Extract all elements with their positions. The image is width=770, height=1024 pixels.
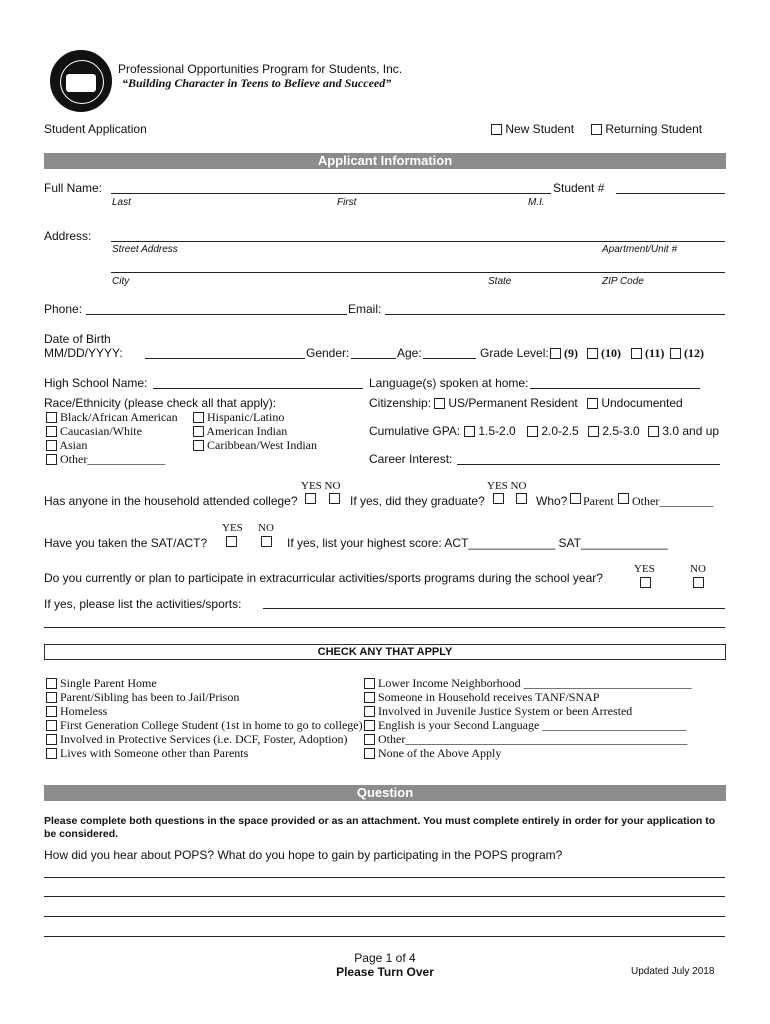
circumstance-checkbox[interactable]: [46, 748, 57, 759]
gpa-label-option: 1.5-2.0: [478, 424, 516, 438]
sat-question: Have you taken the SAT/ACT?: [44, 536, 208, 550]
race-option[interactable]: [46, 452, 165, 467]
sat-no-header: NO: [258, 522, 274, 534]
grade-12-label: (12): [684, 346, 704, 360]
circumstance-label: Homeless: [60, 704, 108, 718]
last-name-caption: Last: [112, 197, 131, 208]
grade-option-12[interactable]: [670, 346, 704, 361]
gpa-checkbox[interactable]: [527, 426, 538, 437]
email-label: Email:: [348, 302, 382, 316]
street-address-caption: Street Address: [112, 244, 178, 255]
circumstance-option[interactable]: [364, 676, 692, 691]
circumstance-label: Lower Income Neighborhood ____________________________: [378, 676, 692, 690]
gpa-label-option: 2.0-2.5: [541, 424, 579, 438]
dob-field[interactable]: [145, 358, 305, 359]
grade-option-10[interactable]: [587, 346, 621, 361]
activities-question: If yes, please list the activities/sports:: [44, 597, 242, 611]
email-field[interactable]: [385, 314, 725, 315]
check-any-heading: CHECK ANY THAT APPLY: [44, 644, 726, 660]
circumstance-option[interactable]: [46, 704, 107, 719]
who-parent-label: Parent: [583, 494, 614, 508]
gpa-label-option: 3.0 and up: [662, 424, 720, 438]
answer-line[interactable]: [44, 877, 725, 878]
sat-yes-checkbox[interactable]: [226, 536, 237, 547]
full-name-field[interactable]: [111, 193, 551, 194]
pops-seal-logo: [50, 50, 112, 112]
extracurricular-question: Do you currently or plan to participate in extracurricular activities/sports programs during the school year?: [44, 571, 603, 585]
street-address-field[interactable]: [111, 241, 725, 242]
citizenship-us-label: US/Permanent Resident: [448, 396, 578, 410]
circumstance-checkbox[interactable]: [364, 734, 375, 745]
grade-option-11[interactable]: [631, 346, 664, 361]
career-interest-label: Career Interest:: [369, 452, 453, 466]
circumstance-checkbox[interactable]: [364, 748, 375, 759]
state-caption: State: [488, 276, 512, 287]
circumstance-checkbox[interactable]: [364, 720, 375, 731]
race-label: Asian: [59, 438, 88, 452]
activities-field-line2[interactable]: [44, 627, 725, 628]
race-checkbox[interactable]: [193, 412, 204, 423]
race-label: American Indian: [206, 424, 288, 438]
sat-yes-header: YES: [222, 522, 243, 534]
phone-label: Phone:: [44, 302, 83, 316]
question-instructions: Please complete both questions in the space provided or as an attachment. You must complete entirely in order for your application to be considered.: [44, 815, 716, 840]
circumstance-label: Parent/Sibling has been to Jail/Prison: [60, 690, 240, 704]
circumstance-option[interactable]: [46, 690, 239, 705]
city-caption: City: [112, 276, 130, 287]
citizenship-us-checkbox[interactable]: [434, 398, 445, 409]
gpa-option[interactable]: [588, 424, 640, 438]
gpa-checkbox[interactable]: [464, 426, 475, 437]
circumstance-label: Someone in Household receives TANF/SNAP: [378, 690, 600, 704]
circumstance-label: First Generation College Student (1st in home to go to college): [60, 718, 363, 732]
gpa-checkbox[interactable]: [588, 426, 599, 437]
circumstance-checkbox[interactable]: [364, 678, 375, 689]
race-checkbox[interactable]: [46, 426, 57, 437]
extra-no-header: NO: [690, 563, 706, 575]
race-checkbox[interactable]: [46, 412, 57, 423]
grade-option-9[interactable]: [550, 346, 578, 361]
applicant-info-heading: Applicant Information: [44, 153, 726, 169]
returning-student-label: Returning Student: [605, 122, 703, 136]
race-label: Caribbean/West Indian: [207, 438, 317, 452]
circumstance-label: Lives with Someone other than Parents: [60, 746, 249, 760]
apartment-caption: Apartment/Unit #: [602, 244, 678, 255]
who-other-checkbox[interactable]: [618, 493, 629, 504]
grade-12-checkbox[interactable]: [670, 348, 681, 359]
college-question: Has anyone in the household attended college?: [44, 494, 298, 508]
circumstance-option[interactable]: [364, 732, 687, 747]
circumstance-checkbox[interactable]: [46, 692, 57, 703]
full-name-label: Full Name:: [44, 181, 103, 195]
circumstance-option[interactable]: [364, 704, 632, 719]
answer-line[interactable]: [44, 936, 725, 937]
career-interest-field[interactable]: [457, 464, 720, 465]
circumstance-checkbox[interactable]: [46, 706, 57, 717]
circumstance-label: English is your Second Language ________________________: [378, 718, 687, 732]
new-student-option[interactable]: [491, 122, 574, 136]
circumstance-option[interactable]: [364, 690, 599, 705]
circumstance-checkbox[interactable]: [46, 678, 57, 689]
languages-label: Language(s) spoken at home:: [369, 376, 529, 390]
activities-field[interactable]: [263, 608, 725, 609]
race-option[interactable]: [46, 438, 87, 453]
grade-10-label: (10): [601, 346, 621, 360]
who-label: Who?: [536, 494, 568, 508]
circumstance-label: Single Parent Home: [60, 676, 157, 690]
high-school-field[interactable]: [153, 388, 363, 389]
circumstance-label: None of the Above Apply: [378, 746, 502, 760]
application-title: Student Application: [44, 122, 147, 136]
race-label: Black/African American: [60, 410, 178, 424]
extra-no-checkbox[interactable]: [693, 577, 704, 588]
age-field[interactable]: [423, 358, 476, 359]
gpa-option[interactable]: [527, 424, 579, 438]
college-no-checkbox[interactable]: [329, 493, 340, 504]
student-number-label: Student #: [553, 181, 605, 195]
circumstance-label: Other_______________________________________________: [378, 732, 688, 746]
race-ethnicity-label: Race/Ethnicity (please check all that apply):: [44, 396, 277, 410]
gpa-option[interactable]: [464, 424, 516, 438]
circumstance-label: Involved in Protective Services (i.e. DCF, Foster, Adoption): [60, 732, 348, 746]
circumstance-checkbox[interactable]: [364, 706, 375, 717]
question-prompt: How did you hear about POPS? What do you hope to gain by participating in the POPS program?: [44, 848, 563, 862]
grade-level-label: Grade Level:: [480, 346, 549, 360]
age-label: Age:: [397, 346, 422, 360]
page-number: Page 1 of 4: [354, 951, 416, 965]
citizenship-undocumented-label: Undocumented: [601, 396, 683, 410]
graduate-question: If yes, did they graduate?: [350, 494, 485, 508]
race-label: Other_____________: [60, 452, 166, 466]
new-student-label: New Student: [505, 122, 575, 136]
circumstance-option[interactable]: [46, 746, 248, 761]
middle-initial-caption: M.I.: [528, 197, 545, 208]
who-other-label: Other_________: [632, 494, 714, 508]
new-student-checkbox[interactable]: [491, 124, 502, 135]
gpa-option[interactable]: [648, 424, 719, 438]
circumstance-checkbox[interactable]: [46, 734, 57, 745]
zip-caption: ZIP Code: [602, 276, 644, 287]
circumstance-option[interactable]: [46, 718, 363, 733]
updated-date: Updated July 2018: [631, 966, 715, 977]
grade-9-label: (9): [564, 346, 578, 360]
gpa-checkbox[interactable]: [648, 426, 659, 437]
dob-label-line1: Date of Birth: [44, 332, 111, 346]
yes-no-header: YES NO: [301, 480, 341, 492]
grade-9-checkbox[interactable]: [550, 348, 561, 359]
yes-no-header: YES NO: [487, 480, 527, 492]
race-option[interactable]: [193, 410, 284, 425]
city-state-zip-field[interactable]: [111, 272, 725, 273]
gender-field[interactable]: [351, 358, 396, 359]
question-heading: Question: [44, 785, 726, 801]
returning-student-checkbox[interactable]: [591, 124, 602, 135]
race-option[interactable]: [46, 410, 178, 425]
graduate-yes-checkbox[interactable]: [493, 493, 504, 504]
extra-yes-checkbox[interactable]: [640, 577, 651, 588]
answer-line[interactable]: [44, 896, 725, 897]
citizenship-undocumented-checkbox[interactable]: [587, 398, 598, 409]
race-checkbox[interactable]: [193, 426, 204, 437]
student-number-field[interactable]: [616, 193, 725, 194]
citizenship-label: Citizenship:: [369, 396, 432, 410]
circumstance-label: Involved in Juvenile Justice System or been Arrested: [378, 704, 633, 718]
race-checkbox[interactable]: [46, 440, 57, 451]
race-option[interactable]: [46, 424, 142, 439]
turn-over: Please Turn Over: [336, 965, 434, 979]
grade-11-label: (11): [645, 346, 665, 360]
languages-field[interactable]: [530, 388, 700, 389]
extra-yes-header: YES: [634, 563, 655, 575]
gpa-label: Cumulative GPA:: [369, 424, 461, 438]
circumstance-option[interactable]: [364, 718, 686, 733]
graduate-no-checkbox[interactable]: [516, 493, 527, 504]
grade-10-checkbox[interactable]: [587, 348, 598, 359]
circumstance-checkbox[interactable]: [46, 720, 57, 731]
tagline: “Building Character in Teens to Believe and Succeed”: [122, 76, 392, 90]
phone-field[interactable]: [86, 314, 347, 315]
score-question: If yes, list your highest score: ACT_____________ SAT_____________: [287, 536, 668, 550]
circumstance-option[interactable]: [364, 746, 501, 761]
answer-line[interactable]: [44, 916, 725, 917]
citizenship-option-us[interactable]: [434, 396, 578, 410]
grade-11-checkbox[interactable]: [631, 348, 642, 359]
circumstance-option[interactable]: [46, 732, 348, 747]
college-yes-checkbox[interactable]: [305, 493, 316, 504]
dob-label-line2: MM/DD/YYYY:: [44, 346, 123, 360]
gender-label: Gender:: [306, 346, 350, 360]
race-label: Hispanic/Latino: [207, 410, 285, 424]
sat-no-checkbox[interactable]: [261, 536, 272, 547]
race-option[interactable]: [193, 424, 287, 439]
citizenship-option-undocumented[interactable]: [587, 396, 683, 410]
race-checkbox[interactable]: [46, 454, 57, 465]
address-label: Address:: [44, 229, 92, 243]
high-school-label: High School Name:: [44, 376, 148, 390]
circumstance-checkbox[interactable]: [364, 692, 375, 703]
gpa-label-option: 2.5-3.0: [602, 424, 640, 438]
circumstance-option[interactable]: [46, 676, 157, 691]
race-label: Caucasian/White: [60, 424, 142, 438]
race-option[interactable]: [193, 438, 317, 453]
who-parent-checkbox[interactable]: [570, 493, 581, 504]
race-checkbox[interactable]: [193, 440, 204, 451]
first-name-caption: First: [337, 197, 357, 208]
returning-student-option[interactable]: [591, 122, 702, 136]
org-name: Professional Opportunities Program for Students, Inc.: [118, 62, 403, 76]
